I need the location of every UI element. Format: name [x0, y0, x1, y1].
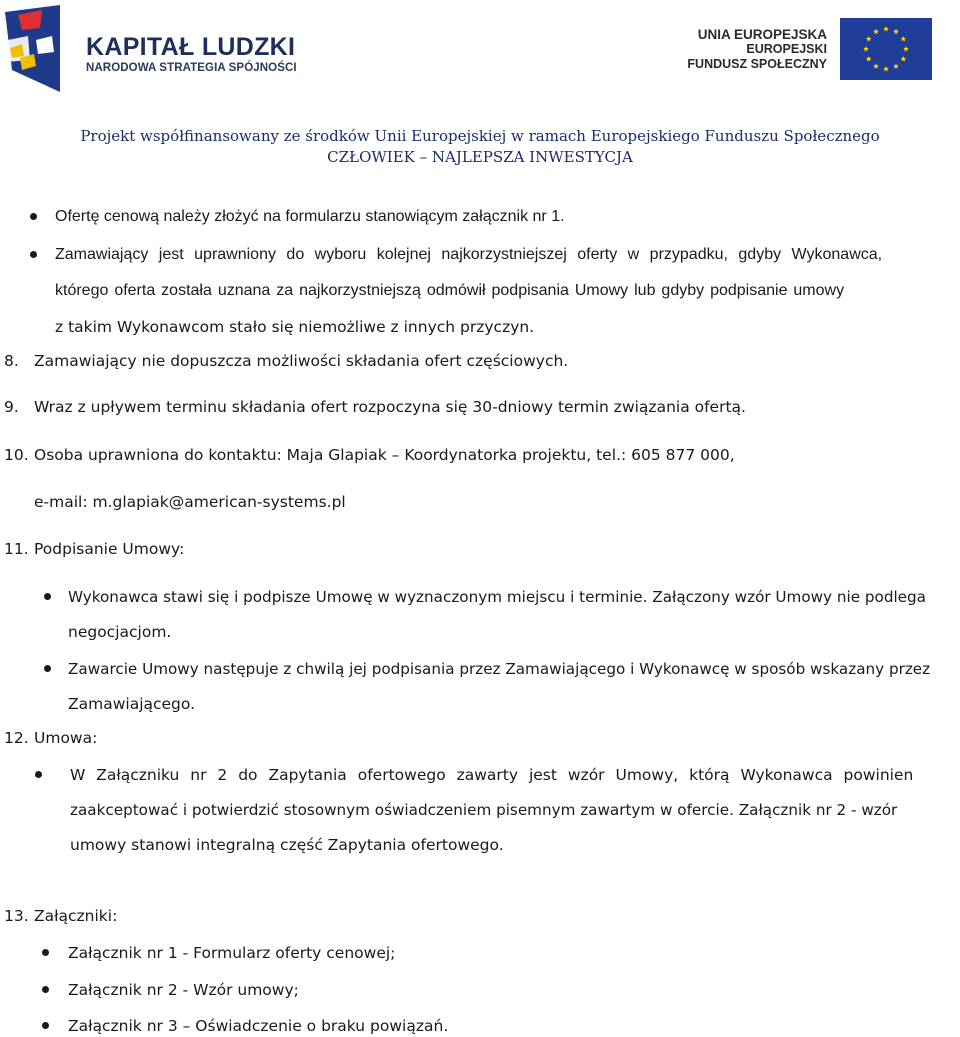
- item-10-line1: Osoba uprawniona do kontaktu: Maja Glapiak – Koordynatorka projektu, tel.: 605 877 000,: [34, 446, 735, 464]
- item-12-line1: W Załączniku nr 2 do Zapytania ofertowego zawarty jest wzór Umowy, którą Wykonawca powinien: [70, 766, 914, 784]
- list-item-b2-line2: którego oferta została uznana za najkorzystniejszą odmówił podpisania Umowy lub gdyby podpisanie umowy: [55, 282, 845, 299]
- bullet-icon: [30, 251, 37, 258]
- attachment-1: Załącznik nr 1 - Formularz oferty cenowej;: [68, 944, 396, 962]
- logo-subtitle: NARODOWA STRATEGIA SPÓJNOŚCI: [86, 62, 297, 74]
- eu-line-2: EUROPEJSKI: [746, 42, 827, 56]
- eu-flag-icon: [840, 18, 932, 80]
- item-13: Załączniki:: [34, 907, 118, 925]
- item-number-11: 11.: [4, 540, 29, 558]
- list-item-b2-line3: z takim Wykonawcom stało się niemożliwe z innych przyczyn.: [55, 318, 535, 336]
- item-11a-line1: Wykonawca stawi się i podpisze Umowę w wyznaczonym miejscu i terminie. Załączony wzór Umowy nie podlega: [68, 588, 926, 606]
- item-10-email: e-mail: m.glapiak@american-systems.pl: [34, 493, 346, 511]
- item-number-8: 8.: [4, 352, 19, 370]
- bullet-icon: [42, 986, 49, 993]
- item-11b-line1: Zawarcie Umowy następuje z chwilą jej podpisania przez Zamawiającego i Wykonawcę w sposób wskazany przez: [68, 660, 931, 678]
- item-number-10: 10.: [4, 446, 29, 464]
- eu-line-1: UNIA EUROPEJSKA: [697, 27, 827, 42]
- item-number-9: 9.: [4, 398, 19, 416]
- b2-line1: Zamawiający jest uprawniony do wyboru kolejnej najkorzystniejszej oferty w przypadku, gdyby Wykonawca,: [55, 246, 883, 263]
- item-12-line2: zaakceptować i potwierdzić stosownym oświadczeniem pisemnym zawartym w ofercie. Załącznik nr 2 - wzór: [70, 801, 898, 819]
- cofinance-line-1: Projekt współfinansowany ze środków Unii Europejskiej w ramach Europejskiego Funduszu Społecznego: [80, 127, 880, 145]
- item-11a-line2: negocjacjom.: [68, 623, 172, 641]
- attachment-3: Załącznik nr 3 – Oświadczenie o braku powiązań.: [68, 1017, 449, 1035]
- item-11: Podpisanie Umowy:: [34, 540, 185, 558]
- cofinance-line-2: CZŁOWIEK – NAJLEPSZA INWESTYCJA: [327, 148, 633, 166]
- bullet-icon: [44, 665, 51, 672]
- eu-line-3: FUNDUSZ SPOŁECZNY: [687, 57, 827, 71]
- item-11b-line2: Zamawiającego.: [68, 695, 196, 713]
- item-12: Umowa:: [34, 729, 98, 747]
- bullet-icon: [44, 593, 51, 600]
- list-item-b1: Ofertę cenową należy złożyć na formularzu stanowiącym załącznik nr 1.: [55, 208, 565, 225]
- attachment-2: Załącznik nr 2 - Wzór umowy;: [68, 981, 299, 999]
- item-12-line3: umowy stanowi integralną część Zapytania ofertowego.: [70, 836, 504, 854]
- list-item-b2-line1: [55, 245, 957, 265]
- item-number-12: 12.: [4, 729, 29, 747]
- bullet-icon: [30, 213, 37, 220]
- bullet-icon: [35, 771, 42, 778]
- bullet-icon: [42, 1022, 49, 1029]
- item-number-13: 13.: [4, 907, 29, 925]
- item-8: Zamawiający nie dopuszcza możliwości składania ofert częściowych.: [34, 352, 569, 370]
- logo-title: KAPITAŁ LUDZKI: [86, 33, 296, 61]
- item-9: Wraz z upływem terminu składania ofert rozpoczyna się 30-dniowy termin związania ofertą.: [34, 398, 746, 416]
- bullet-icon: [42, 949, 49, 956]
